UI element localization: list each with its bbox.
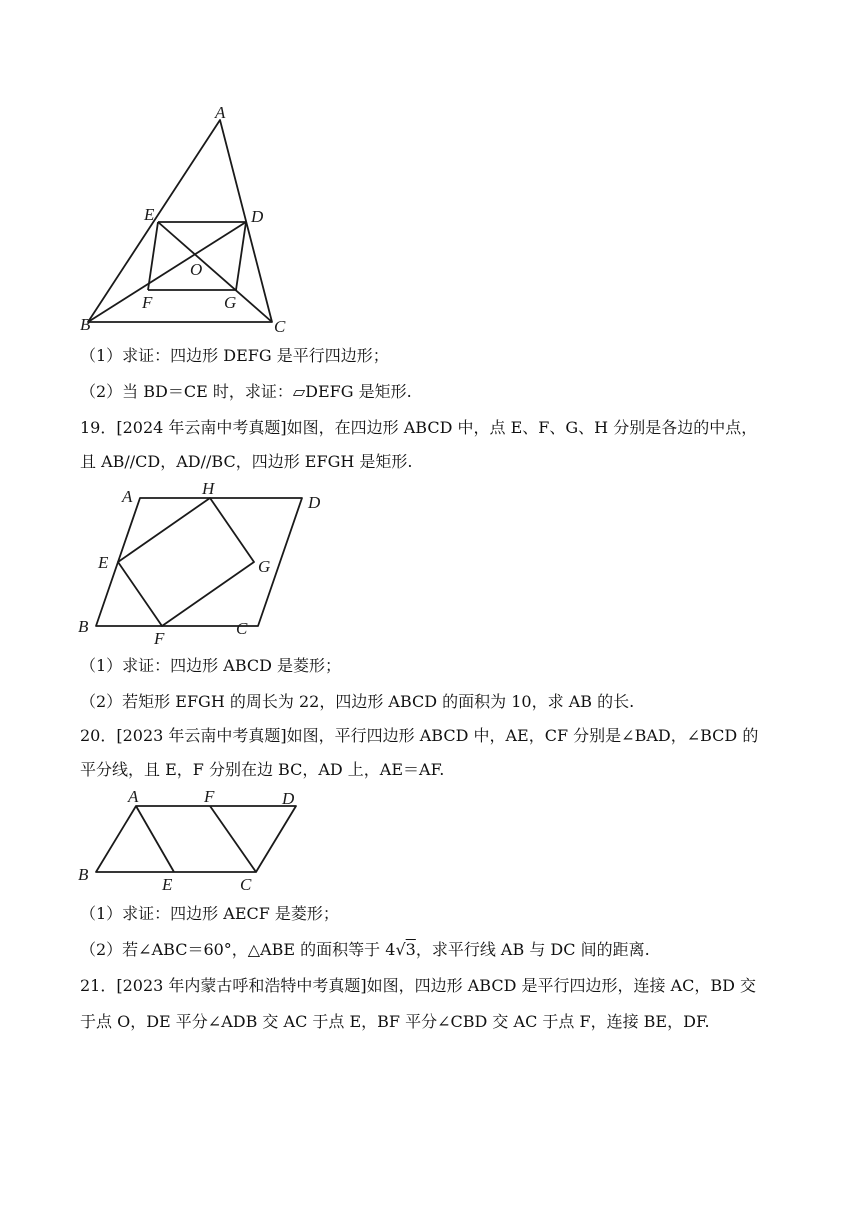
label-g: G <box>224 293 237 312</box>
figure-triangle-defg <box>70 100 300 340</box>
q18-part1: （1）求证：四边形 DEFG 是平行四边形； <box>80 346 389 365</box>
label-b: B <box>78 865 89 884</box>
label-d: D <box>282 789 295 808</box>
label-e: E <box>162 875 173 894</box>
q20-part1: （1）求证：四边形 AECF 是菱形； <box>80 904 339 923</box>
rectangle-efgh <box>118 498 254 626</box>
label-c: C <box>274 317 286 336</box>
q19-part2: （2）若矩形 EFGH 的周长为 22，四边形 ABCD 的面积为 10，求 AB 的长. <box>80 692 635 711</box>
label-b: B <box>78 617 89 636</box>
label-b: B <box>80 315 91 334</box>
q20-part2-radicand: 3 <box>405 940 416 959</box>
label-o: O <box>190 260 203 279</box>
q19-line1: 19．[2024 年云南中考真题]如图，在四边形 ABCD 中，点 E、F、G、H 分别是各边的中点， <box>80 418 758 437</box>
segment-ae <box>136 806 174 872</box>
q20-part2-b: ，求平行线 AB 与 DC 间的距离. <box>415 940 650 959</box>
figure-rhombus-efgh <box>70 478 321 650</box>
label-d: D <box>308 493 321 512</box>
q21-line1: 21．[2023 年内蒙古呼和浩特中考真题]如图，四边形 ABCD 是平行四边形，连接 AC，BD 交 <box>80 976 757 995</box>
segment-dg <box>236 222 246 290</box>
q19-part1: （1）求证：四边形 ABCD 是菱形； <box>80 656 342 675</box>
triangle-abc <box>88 120 272 322</box>
label-e: E <box>98 553 109 572</box>
q19-line2: 且 AB//CD，AD//BC，四边形 EFGH 是矩形. <box>80 452 413 471</box>
q20-part2-a: （2）若∠ABC＝60°，△ABE 的面积等于 4 <box>80 940 396 959</box>
q20-line1: 20．[2023 年云南中考真题]如图，平行四边形 ABCD 中，AE，CF 分别是∠BAD，∠BCD 的 <box>80 726 759 745</box>
label-e: E <box>144 205 155 224</box>
label-c: C <box>240 875 252 894</box>
label-h: H <box>202 479 215 498</box>
quadrilateral-abcd <box>96 498 302 626</box>
segment-cf <box>210 806 256 872</box>
label-a: A <box>128 787 139 806</box>
q20-part2 <box>80 940 650 960</box>
label-a: A <box>122 487 133 506</box>
q21-line2: 于点 O，DE 平分∠ADB 交 AC 于点 E，BF 平分∠CBD 交 AC 于点 F，连接 BE，DF. <box>80 1012 710 1031</box>
label-f: F <box>154 629 165 648</box>
label-a: A <box>215 103 226 122</box>
segment-ce <box>158 222 272 322</box>
figure-parallelogram-aecf <box>70 786 310 896</box>
q20-line2: 平分线，且 E，F 分别在边 BC，AD 上，AE＝AF. <box>80 760 445 779</box>
sqrt-symbol: √ <box>395 940 406 959</box>
label-f: F <box>142 293 153 312</box>
parallelogram-abcd <box>96 806 296 872</box>
label-d: D <box>251 207 264 226</box>
label-f: F <box>204 787 215 806</box>
q18-part2: （2）当 BD＝CE 时，求证：▱DEFG 是矩形. <box>80 382 412 401</box>
label-c: C <box>236 619 248 638</box>
segment-bd <box>88 222 246 322</box>
label-g: G <box>258 557 271 576</box>
